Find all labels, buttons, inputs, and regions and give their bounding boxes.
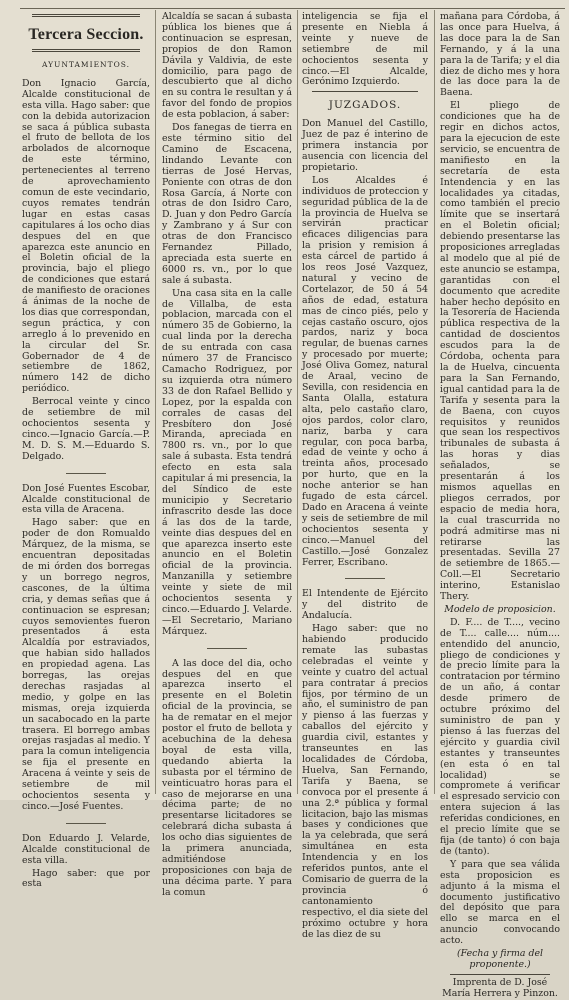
notice-intendente-cont: mañana para Córdoba, á las once para Huelva, á las doce para la de San Fernando, y á la una para la de Tarifa; y el dia diez de dicho mes y hora de las doce para la de Baena. <box>440 11 560 99</box>
section-rule <box>312 91 418 92</box>
imprint-rule <box>450 974 550 975</box>
column-3 <box>302 11 428 940</box>
divider <box>345 578 385 579</box>
notice-intendente-header: El Intendente de Ejército y del distrito de Andalucía. <box>302 588 428 622</box>
title-rule <box>32 14 140 17</box>
model-validity: Y para que sea válida esta proposicion es adjunto á la misma el documento justificativo del depósito que para ello se marca en el anuncio convocando acto. <box>440 858 560 947</box>
notice-berrocal: Don Ignacio García, Alcalde constitucional de esta villa. Hago saber: que con la debida autorizacion se saca á pública subasta el fruto de bellota de los arbolados de alcornoque de este término, pertenecientes al terreno de aprovechamiento comun de este vecindario, cuyos remates tendrán lugar en estas casas capitulares á los ocho dias despues del en que aparezca este anuncio en el Boletin oficial de la provincia, bajo el pliego de condiciones que estará de manifiesto de oraciones á ánimas de la noche de los dias que correspondan, segun práctica, y con arreglo á lo prevenido en la circular del Sr. Gobernador de 4 de setiembre de 1862, número 142 de dicho periódico. <box>22 77 150 395</box>
notice-aracena-header: Don José Fuentes Escobar, Alcalde constitucional de esta villa de Aracena. <box>22 482 150 516</box>
notice-berrocal-signature: Berrocal veinte y cinco de setiembre de mil ochocientos sesenta y cinco.—Ignacio García.—P. M. D. S. M.—Eduardo S. Delgado. <box>22 396 150 462</box>
notice-niebla: A las doce del dia, ocho despues del en que aparezca inserto el presente en el Boletin oficial de la provincia, se ha de rematar en el mejor postor el fruto de bellota y acebuchina de la dehesa boyal de esta villa, quedando abierta la subasta por el término de veinticuatro horas para el caso de mejorarse en una décima parte; de no presentarse licitadores se celebrará dicha subasta á los ocho dias siguientes de la primera anunciada, admitiéndose proposiciones con baja de una décima parte. Y para la comun <box>162 657 292 898</box>
model-signature: (Fecha y firma del proponente.) <box>456 948 544 970</box>
notice-niebla-cont: inteligencia se fija el presente en Niebla á veinte y nueve de setiembre de mil ochocientos sesenta y cinco.—El Alcalde, Gerónimo Izquierdo. <box>302 11 428 88</box>
section-heading: AYUNTAMIENTOS. <box>41 60 131 69</box>
notice-juzgado-body: Los Alcaldes é individuos de proteccion y seguridad pública de la de la provincia de Huelva se servirán practicar eficaces diligencias para la prision y remision á esta cárcel de partido á los reos José Vazquez, natural y vecino de Cortelazor, de 50 á 54 años de edad, estatura mas de cinco piés, pelo y cejas castaño oscuro, ojos pardos, nariz y boca regular, de buenas carnes y procesado por muerte; José Oliva Gomez, natural de Araal, vecino de Sevilla, con residencia en Santa Olalla, estatura alta, pelo castaño claro, ojos pardos, color claro, nariz, barba y cara regular, con poca barba, edad de veinte y ocho á treinta años, procesado por hurto, que en la noche anterior se han fugado de esta cárcel. Dado en Aracena á veinte y seis de setiembre de mil ochocientos sesenta y cinco.—Manuel del Castillo.—José Gonzalez Ferrer, Escribano. <box>302 174 428 568</box>
column-4 <box>440 11 560 999</box>
notice-aracena-body: Hago saber: que en poder de don Romualdo Márquez, de la misma, se encuentran depositadas de mi órden dos borregas y un borrego negros, cascones, de la última cria, y demas señas que á continuacion se espresan; cuyos semovientes fueron presentados á esta Alcaldía por estraviados, que habian sido hallados en propiedad agena. Las borregas, las orejas derechas rasjadas al medio, y golpe en las mismas, oreja izquierda un sacabocado en la parte trasera. El borrego ambas orejas rasjadas al medio. Y para la comun inteligencia se fija el presente en Aracena á veinte y seis de setiembre de mil ochocientos sesenta y cinco.—José Fuentes. <box>22 517 150 812</box>
notice-intendente-body: Hago saber: que no habiendo producido remate las subastas celebradas el veinte y veinte y cuatro del actual para contratar á precios fijos, por término de un año, el suministro de pan y pienso á las fuerzas y caballos del ejército y guardia civil, estantes y transeuntes en las localidades de Córdoba, Huelva, San Fernando, Tarifa y Baena, se convoca por el presente á una 2.ª pública y formal licitacion, bajo las mismas bases y condiciones que la ya celebrada, que será simultánea en esta Intendencia y en los referidos puntos, ante el Comisario de guerra de la provincia ó cantonamiento respectivo, el dia siete del próximo octubre y hora de las diez de su <box>302 623 428 940</box>
column-1 <box>22 12 150 890</box>
model-heading: Modelo de proposicion. <box>444 603 556 615</box>
divider <box>66 473 106 474</box>
notice-juzgado-header: Don Manuel del Castillo, Juez de paz é interino de primera instancia por ausencia con licencia del propietario. <box>302 118 428 173</box>
section-heading-juzgados: JUZGADOS. <box>328 99 402 112</box>
notice-manzanilla-body: Hago saber: que por esta <box>22 867 150 890</box>
property-house: Una casa sita en la calle de Villalba, de esta poblacion, marcada con el número 35 de Gobierno, la cual linda por la derecha de su entrada con casa número 37 de Francisco Camacho Rodriguez, por su izquierda otra número 33 de don Rafael Bellido y Lopez, por la espalda con corrales de casas del Presbítero don José Miranda, apreciada en 7800 rs. vn., por lo que sale á subasta. Esta tendrá efecto en esta sala capitular á mi presencia, la del Síndico de este municipio y Secretario infrascrito desde las doce á las dos de la tarde, veinte dias despues del en que aparezca inserto este anuncio en el Boletin oficial de la provincia. Manzanilla y setiembre veinte y siete de mil ochocientos sesenta y cinco.—Eduardo J. Velarde.—El Secretario, Mariano Márquez. <box>162 287 292 637</box>
top-rule <box>20 8 565 9</box>
notice-manzanilla-header: Don Eduardo J. Velarde, Alcalde constitucional de esta villa. <box>22 832 150 866</box>
notice-manzanilla-cont: Alcaldía se sacan á subasta pública los bienes que á continuacion se espresan, propios de don Ramon Dávila y Valdivia, de este domicilio, para pago de descubierto que al dicho en su contra le resultan y á favor del fondo de propios de esta poblacion, á saber: <box>162 11 292 121</box>
notice-conditions: El pliego de condiciones que ha de regir en dichos actos, para la ejecucion de este servicio, se encuentra de manifiesto en la secretaría de esta Intendencia y en las localidades ya citadas, como también el precio límite que se insertará en el Boletin oficial; debiendo presentarse las proposiciones arregladas al modelo que al pié de este anuncio se estampa, garantidas con el documento que acredite haber hecho depósito en la Tesorería de Hacienda pública respectiva de la cantidad de doscientos escudos para la de Córdoba, ochenta para la de Huelva, cincuenta para la San Fernando, igual cantidad para la de Tarifa y sesenta para la de Baena, con cuyos requisitos y reunidos que sean los respectivos tribunales de subasta á las horas y dias señalados, se presentarán á los mismos aquellas en pliegos cerrados, por espacio de media hora, la cual trascurrida no podrá admitirse mas ni retirarse las presentadas. Sevilla 27 de setiembre de 1865.—Coll.—El Secretario interino, Estanislao Thery. <box>440 100 560 603</box>
property-land: Dos fanegas de tierra en este término sitio del Camino de Escacena, lindando Levante con tierras de José Hervas, Poniente con otras de don Rosa García, á Norte con otras de don Isidro Caro, D. Juan y don Pedro García y Zambrano y á Sur con otras de don Francisco Fernandez Pillado, apreciada esta suerte en 6000 rs. vn., por lo que sale á subasta. <box>162 122 292 286</box>
column-separator <box>155 10 156 794</box>
column-separator <box>434 10 435 794</box>
section-title: Tercera Seccion. <box>28 26 144 43</box>
model-proposal: D. F.... de T...., vecino de T.... calle.... núm.... entendido del anuncio, pliego de condiciones y de precio límite para la contratacion por término de un año, á contar desde primero de octubre próximo del suministro de pan y pienso á las fuerzas del ejército y guardia civil estantes y transeuntes (en esta ó en tal localidad) se compromete á verificar el espresado servicio con entera sujecion á las referidas condiciones, en el precio límite que se fija (de tanto) ó con baja de (tanto). <box>440 616 560 857</box>
printer-imprint: Imprenta de D. José María Herrera y Pinzon. <box>442 976 558 999</box>
divider <box>66 823 106 824</box>
divider <box>207 648 247 649</box>
column-2 <box>162 11 292 898</box>
column-separator <box>297 10 298 794</box>
title-rule <box>32 49 140 52</box>
